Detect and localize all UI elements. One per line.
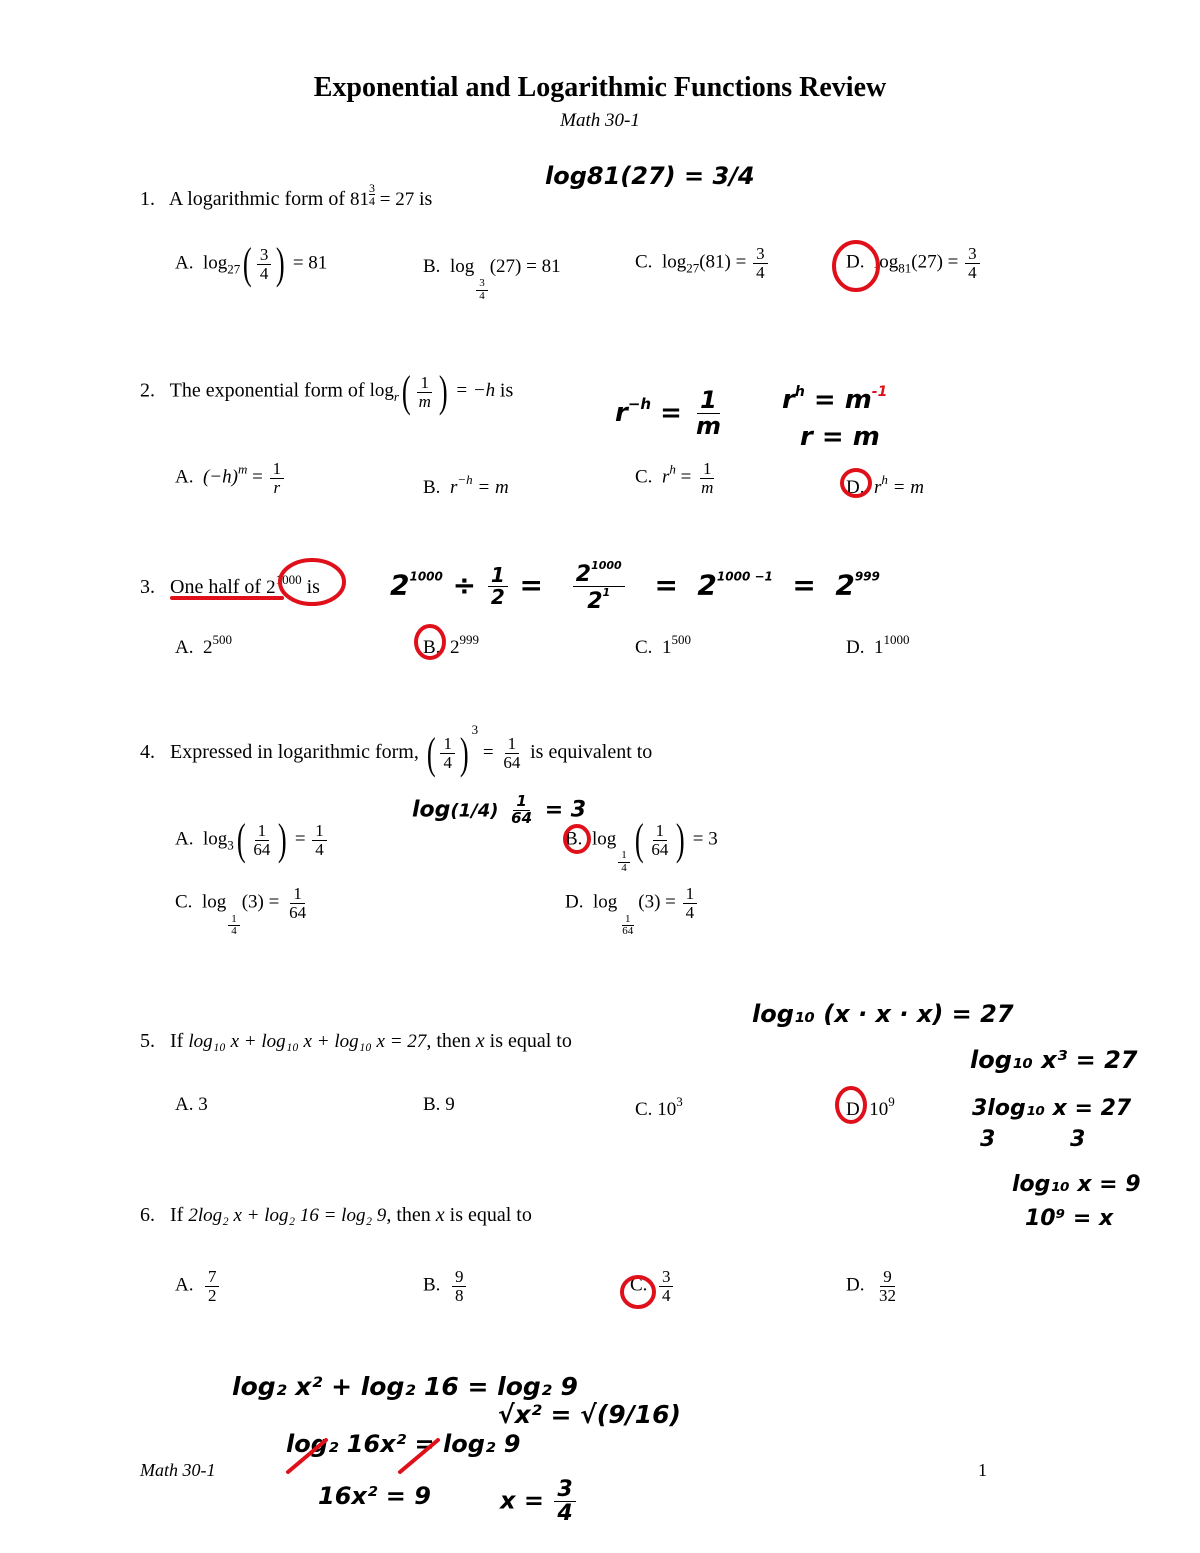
question-expression: 81 $\frac{3}{4}$ = 27	[349, 181, 415, 210]
question-4	[140, 722, 652, 776]
question-stem-end: is	[499, 379, 514, 402]
option-2b[interactable]: B. $r^{-h} = m$	[423, 472, 509, 498]
option-4d[interactable]: D. log $\frac{1}{64}$ (3) = $\frac{1}{4}$	[565, 885, 699, 938]
question-expression: 2log₂ x + log₂ 16 = log₂ 9	[188, 1205, 387, 1226]
work-q2-left: $r^{-h}$ = $\frac{1}{m}$	[615, 386, 722, 441]
work-q5-line1: log₁₀ (x · x · x) = 27	[752, 1000, 1014, 1028]
question-3: 3. One half of $2^{1000}$ is	[140, 572, 320, 598]
work-q6-line3: 16x² = 9	[318, 1482, 431, 1510]
option-6c[interactable]: C. $\frac{3}{4}$	[630, 1268, 675, 1305]
question-1	[140, 182, 432, 211]
question-2	[140, 367, 514, 416]
option-1a[interactable]: A. $\log_{27}$( $\frac{3}{4}$ ) = 81	[175, 239, 328, 288]
work-q6-line1: log₂ x² + log₂ 16 = log₂ 9	[232, 1372, 578, 1401]
question-number: 1.	[140, 188, 155, 210]
question-stem: The exponential form of	[169, 379, 365, 402]
question-stem-end: is	[306, 576, 320, 598]
page-number: 1	[978, 1460, 987, 1480]
question-stem: One half of	[170, 576, 262, 598]
option-6a[interactable]: A. $\frac{7}{2}$	[175, 1268, 221, 1305]
option-2d[interactable]: D. $r^h = m$	[846, 472, 924, 498]
work-q5-line3: 3log₁₀ x = 27	[972, 1096, 1132, 1121]
question-number: 5.	[140, 1030, 155, 1052]
question-number: 3.	[140, 576, 155, 598]
option-3b[interactable]: B. $2^{999}$	[423, 632, 479, 658]
work-q6-line2: log₂ 16x² = log₂ 9	[286, 1430, 521, 1458]
question-expression: ( $\frac{1}{4}$ ) $^3$ = $\frac{1}{64}$	[426, 722, 521, 778]
question-number: 6.	[140, 1204, 155, 1226]
option-1b[interactable]: B. log $\frac{3}{4}$ (27) = 81	[423, 256, 561, 302]
option-5d[interactable]: D. $10^9$	[846, 1094, 895, 1120]
option-2a[interactable]: A. $(-h)^m$ = $\frac{1}{r}$	[175, 460, 286, 497]
page-title: Exponential and Logarithmic Functions Review	[313, 72, 887, 103]
option-5a[interactable]: A. 3	[175, 1094, 208, 1115]
option-1d[interactable]: D. $\log_{81}(27)$ = $\frac{3}{4}$	[846, 245, 982, 282]
work-q2-result: r = m	[800, 422, 880, 452]
work-q5-line3-den-left: 3	[980, 1127, 996, 1152]
option-3d[interactable]: D. $1^{1000}$	[846, 632, 910, 658]
work-q3: $2^{1000}$ ÷ $\frac{1}{2}$ = $\frac{2^{1000}}{2^1}$ = $2^{1000 -1} = 2^{999}$	[390, 559, 880, 615]
question-stem-end: is equivalent to	[530, 741, 653, 763]
question-expression: $\log_r$( $\frac{1}{m}$ ) = −h	[369, 367, 496, 416]
question-stem: If	[170, 1030, 184, 1052]
option-4b[interactable]: B. log $\frac{1}{4}$ ( $\frac{1}{64}$ ) = 3	[565, 815, 718, 874]
option-6d[interactable]: D. $\frac{9}{32}$	[846, 1267, 896, 1305]
question-number: 2.	[140, 379, 155, 402]
question-stem: Expressed in logarithmic form,	[170, 741, 419, 763]
work-q5-line4: log₁₀ x = 9	[1012, 1172, 1141, 1197]
option-5c[interactable]: C. $10^3$	[635, 1094, 683, 1120]
question-stem-end: is	[418, 188, 433, 210]
work-q4: log(1/4) $\frac{1}{64}$ = 3	[412, 792, 587, 827]
work-q1: log81(27) = 3/4	[545, 162, 755, 190]
page-subtitle: Math 30-1	[560, 110, 640, 131]
question-5: 5. If log₁₀ x + log₁₀ x + log₁₀ x = 27, then x is equal to	[140, 1030, 572, 1052]
question-stem: If	[170, 1204, 184, 1226]
option-1c[interactable]: C. $\log_{27}(81)$ = $\frac{3}{4}$	[635, 245, 770, 282]
work-q2-right: $r^h = m^{-1}$	[782, 384, 888, 415]
option-4a[interactable]: A. $\log_3$( $\frac{1}{64}$ ) = $\frac{1}{4}$	[175, 818, 329, 862]
option-3c[interactable]: C. $1^{500}$	[635, 632, 691, 658]
option-4c[interactable]: C. log $\frac{1}{4}$ (3) = $\frac{1}{64}$	[175, 884, 307, 938]
footer-left: Math 30-1	[140, 1460, 216, 1480]
option-5b[interactable]: B. 9	[423, 1094, 455, 1115]
work-q5-line2: log₁₀ x³ = 27	[970, 1046, 1138, 1074]
question-6: 6. If 2log₂ x + log₂ 16 = log₂ 9, then x is equal to	[140, 1204, 532, 1226]
work-q5-line5: 10⁹ = x	[1025, 1206, 1114, 1231]
work-q5-line3-den-right: 3	[1070, 1127, 1086, 1152]
question-stem: A logarithmic form of	[168, 188, 345, 210]
question-expression: log₁₀ x + log₁₀ x + log₁₀ x = 27	[188, 1031, 427, 1052]
work-q6-answer: x = $\frac{3}{4}$	[500, 1478, 578, 1525]
question-number: 4.	[140, 741, 155, 763]
option-3a[interactable]: A. $2^{500}$	[175, 632, 232, 658]
option-2c[interactable]: C. $r^h$ = $\frac{1}{m}$	[635, 459, 714, 497]
option-6b[interactable]: B. $\frac{9}{8}$	[423, 1268, 468, 1305]
work-q6-sqrt: √x² = √(9/16)	[498, 1400, 681, 1429]
